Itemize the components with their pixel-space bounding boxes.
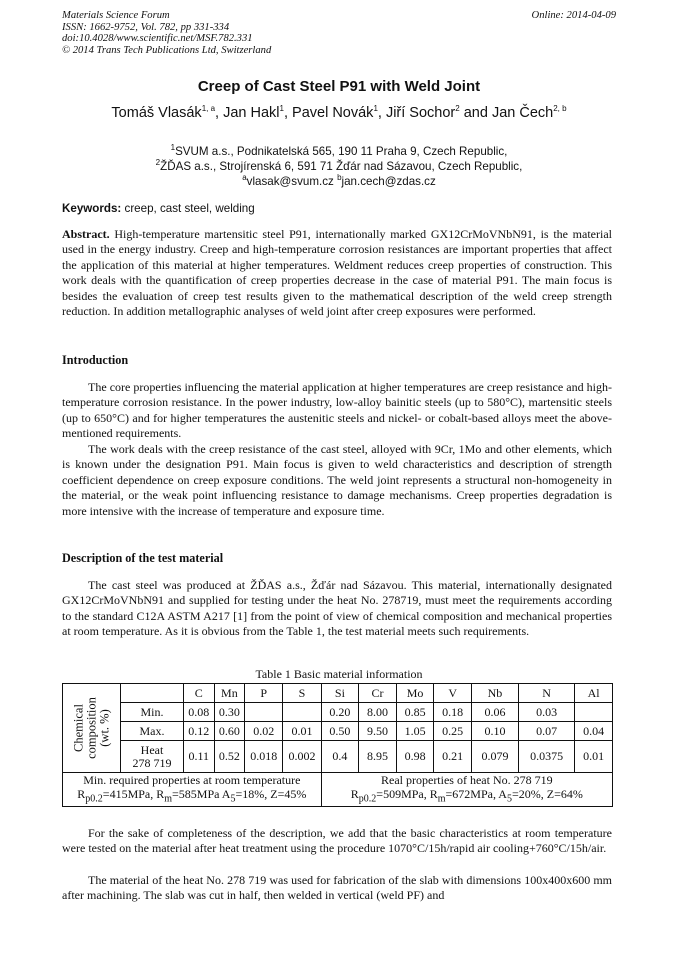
table-cell: 0.079	[471, 741, 518, 773]
table-cell: 0.06	[471, 703, 518, 722]
table-cell: 9.50	[359, 722, 397, 741]
required-properties-text: =585MPa A	[172, 787, 231, 801]
keywords	[62, 202, 255, 215]
subscript: m	[437, 793, 446, 805]
table-header-cell: Al	[575, 684, 613, 703]
real-properties-text: =672MPa, A	[445, 787, 507, 801]
abstract-text: High-temperature martensitic steel P91, internationally marked GX12CrMoVNbN91, is the material used in the energy industry. Creep and high-temperature corrosion resistances are important properties that affect the application of this material at higher temperatures. Weldment reduces creep properties of construction. This work deals with the quantification of creep properties decrease in the case of material P91. The main focus is besides the evaluation of creep test results given to the mathematical description of the weld creep strength reduction. In addition metallographic analyses of weld joint after creep exposures were performed.	[62, 227, 612, 319]
table-cell	[283, 703, 321, 722]
table-row	[63, 722, 613, 741]
table-cell: 0.98	[396, 741, 434, 773]
email-sup: b	[337, 173, 342, 182]
table-cell: 0.12	[184, 722, 215, 741]
row-label: Min.	[121, 703, 184, 722]
author-name: Pavel Novák	[292, 104, 374, 121]
table-cell: 0.01	[283, 722, 321, 741]
table-header-cell: Mo	[396, 684, 434, 703]
paragraph: For the sake of completeness of the description, we add that the basic characteristics at room temperature were tested on the material after heat treatment using the procedure 1070°C/15h/rapid air cooling+760°C/15h/air.	[62, 826, 612, 856]
email-sup: a	[242, 173, 247, 182]
table-cell: 0.04	[575, 722, 613, 741]
real-properties-text: =509MPa, R	[376, 787, 438, 801]
author-sup: 1	[373, 104, 378, 113]
subscript: 5	[230, 793, 236, 805]
affiliation-text: SVUM a.s., Podnikatelská 565, 190 11 Praha 9, Czech Republic,	[175, 144, 508, 158]
side-label-line: Chemical	[71, 704, 85, 752]
subscript: 5	[506, 793, 512, 805]
subscript: m	[164, 793, 173, 805]
author-list: Tomáš Vlasák$^{1, a}$, Jan Hakl$^1$, Pavel Novák$^1$, Jiří Sochor$^2$ and Jan Čech$^{2, b}$	[111, 104, 567, 121]
journal-name: Materials Science Forum	[62, 10, 170, 21]
copyright: © 2014 Trans Tech Publications Ltd, Switzerland	[62, 44, 272, 56]
table-caption: Table 1 Basic material information	[255, 667, 423, 681]
table-properties-row	[63, 773, 613, 807]
table-cell: 1.05	[396, 722, 434, 741]
table-cell: 0.85	[396, 703, 434, 722]
paper-title: Creep of Cast Steel P91 with Weld Joint	[197, 78, 481, 95]
table-cell: 0.18	[434, 703, 472, 722]
table-cell: 0.11	[184, 741, 215, 773]
table-cell: 0.20	[321, 703, 359, 722]
table-cell: 0.60	[214, 722, 245, 741]
table-header-cell: S	[283, 684, 321, 703]
table-cell: 0.25	[434, 722, 472, 741]
table-cell: 0.07	[518, 722, 574, 741]
section-heading-introduction: Introduction	[62, 353, 129, 367]
row-label-line: Heat	[140, 742, 164, 757]
paragraph: The core properties influencing the material application at higher temperatures are creep resistance and high-temperature corrosion resistance. In the power industry, low-alloy bainitic steels (up to 580°C), martensitic steels (up to 650°C) and for higher temperatures the austenitic steels and nickel- or cobalt-based alloys meet the above-mentioned requirements.	[62, 380, 612, 441]
keywords-text: creep, cast steel, welding	[124, 202, 255, 215]
table-cell: 8.95	[359, 741, 397, 773]
section-heading-test-material: Description of the test material	[62, 551, 224, 565]
author-sup: 2	[455, 104, 460, 113]
author-sup: 1	[279, 104, 284, 113]
table-header-cell: P	[245, 684, 283, 703]
author-sup: 1, a	[201, 104, 216, 113]
table-cell: 0.002	[283, 741, 321, 773]
subscript: p0.2	[358, 793, 377, 805]
online-date: Online: 2014-04-09	[531, 10, 616, 21]
table-row	[63, 741, 613, 773]
author-name: Jan Hakl	[223, 104, 280, 121]
affiliation-sup: 2	[155, 158, 161, 167]
table-header-cell: Mn	[214, 684, 245, 703]
table-cell: 8.00	[359, 703, 397, 722]
real-properties-cell: Real properties of heat No. 278 719 $R_{p0.2}=509MPa$, $R_m=672MPa$, $A_5=20\%$, Z=64%	[321, 773, 612, 807]
paragraph: The work deals with the creep resistance of the cast steel, alloyed with 9Cr, 1Mo and other elements, which is known under the designation P91. Main focus is given to weld characteristics and description of strength coefficient dependence on creep exposure conditions. The weld joint represents a structural non-homogeneity in the material, or the weak point influencing resistance to damage mechanisms. Creep properties degradation is more intensive with the increase of temperature and exposure time.	[62, 442, 612, 518]
side-label-cell	[63, 684, 121, 773]
abstract-label: Abstract.	[62, 227, 110, 241]
table-cell: 0.10	[471, 722, 518, 741]
table-cell: 0.52	[214, 741, 245, 773]
required-properties-cell: Min. required properties at room temperature $R_{p0.2}=415MPa$, $R_m=585MPa$ $A_5=18\%$, Z=45%	[63, 773, 322, 807]
side-label	[72, 697, 111, 759]
affiliation-emails	[0, 170, 678, 189]
keywords-label: Keywords:	[62, 202, 122, 215]
real-properties-text: =20%, Z=64%	[511, 787, 583, 801]
table-cell: 0.4	[321, 741, 359, 773]
table-cell: 0.03	[518, 703, 574, 722]
author-name: Jan Čech	[491, 104, 554, 121]
table-cell	[575, 703, 613, 722]
author-name: Jiří Sochor	[385, 104, 456, 121]
material-table	[62, 683, 613, 807]
row-label: Max.	[121, 722, 184, 741]
subscript: p0.2	[85, 793, 103, 805]
email-link[interactable]: jan.cech@zdas.cz	[341, 174, 436, 188]
paragraph: The cast steel was produced at ŽĎAS a.s., Žďár nad Sázavou. This material, internationally designated GX12CrMoVNbN91 and supplied for testing under the heat No. 278719, must meet the requirements according to the standard C12A ASTM A217 [1] from the point of view of chemical composition and mechanical properties at room temperature. As it is obvious from the Table 1, the test material meets such requirements.	[62, 578, 612, 639]
doi: doi:10.4028/www.scientific.net/MSF.782.331	[62, 33, 253, 45]
table-cell: 0.018	[245, 741, 283, 773]
table-header-cell: N	[518, 684, 574, 703]
issn: ISSN: 1662-9752, Vol. 782, pp 331-334	[62, 21, 230, 33]
author-sup: 2, b	[553, 104, 567, 113]
author-name: Tomáš Vlasák	[111, 104, 202, 121]
table-cell: 0.21	[434, 741, 472, 773]
abstract	[62, 227, 612, 319]
table-header-cell: V	[434, 684, 472, 703]
side-label-line: composition	[84, 697, 98, 759]
journal-header	[62, 10, 271, 56]
table-cell: 0.08	[184, 703, 215, 722]
paragraph: The material of the heat No. 278 719 was used for fabrication of the slab with dimensions 100x400x600 mm after machining. The slab was cut in half, then welded in vertical (weld PF) and	[62, 873, 612, 903]
table-row	[63, 703, 613, 722]
table-header-cell: Cr	[359, 684, 397, 703]
table-header-cell: C	[184, 684, 215, 703]
table-header-row	[63, 684, 613, 703]
required-properties-title: Min. required properties at room temperature	[83, 773, 301, 787]
required-properties-text: =18%, Z=45%	[235, 787, 307, 801]
table-header-cell: Nb	[471, 684, 518, 703]
table-cell: 0.0375	[518, 741, 574, 773]
table-cell	[245, 703, 283, 722]
table-cell: 0.30	[214, 703, 245, 722]
table-cell: 0.02	[245, 722, 283, 741]
row-label	[121, 741, 184, 773]
table-cell: 0.01	[575, 741, 613, 773]
row-label-line: 278 719	[132, 755, 172, 770]
table-header-cell	[121, 684, 184, 703]
table-header-cell: Si	[321, 684, 359, 703]
email-link[interactable]: vlasak@svum.cz	[246, 174, 334, 188]
affiliation-sup: 1	[170, 143, 176, 152]
side-label-line: (wt. %)	[97, 709, 111, 747]
required-properties-text: =415MPa, R	[102, 787, 165, 801]
affiliation-text: ŽĎAS a.s., Strojírenská 6, 591 71 Žďár nad Sázavou, Czech Republic,	[160, 159, 523, 173]
table-cell: 0.50	[321, 722, 359, 741]
real-properties-title: Real properties of heat No. 278 719	[381, 773, 553, 787]
